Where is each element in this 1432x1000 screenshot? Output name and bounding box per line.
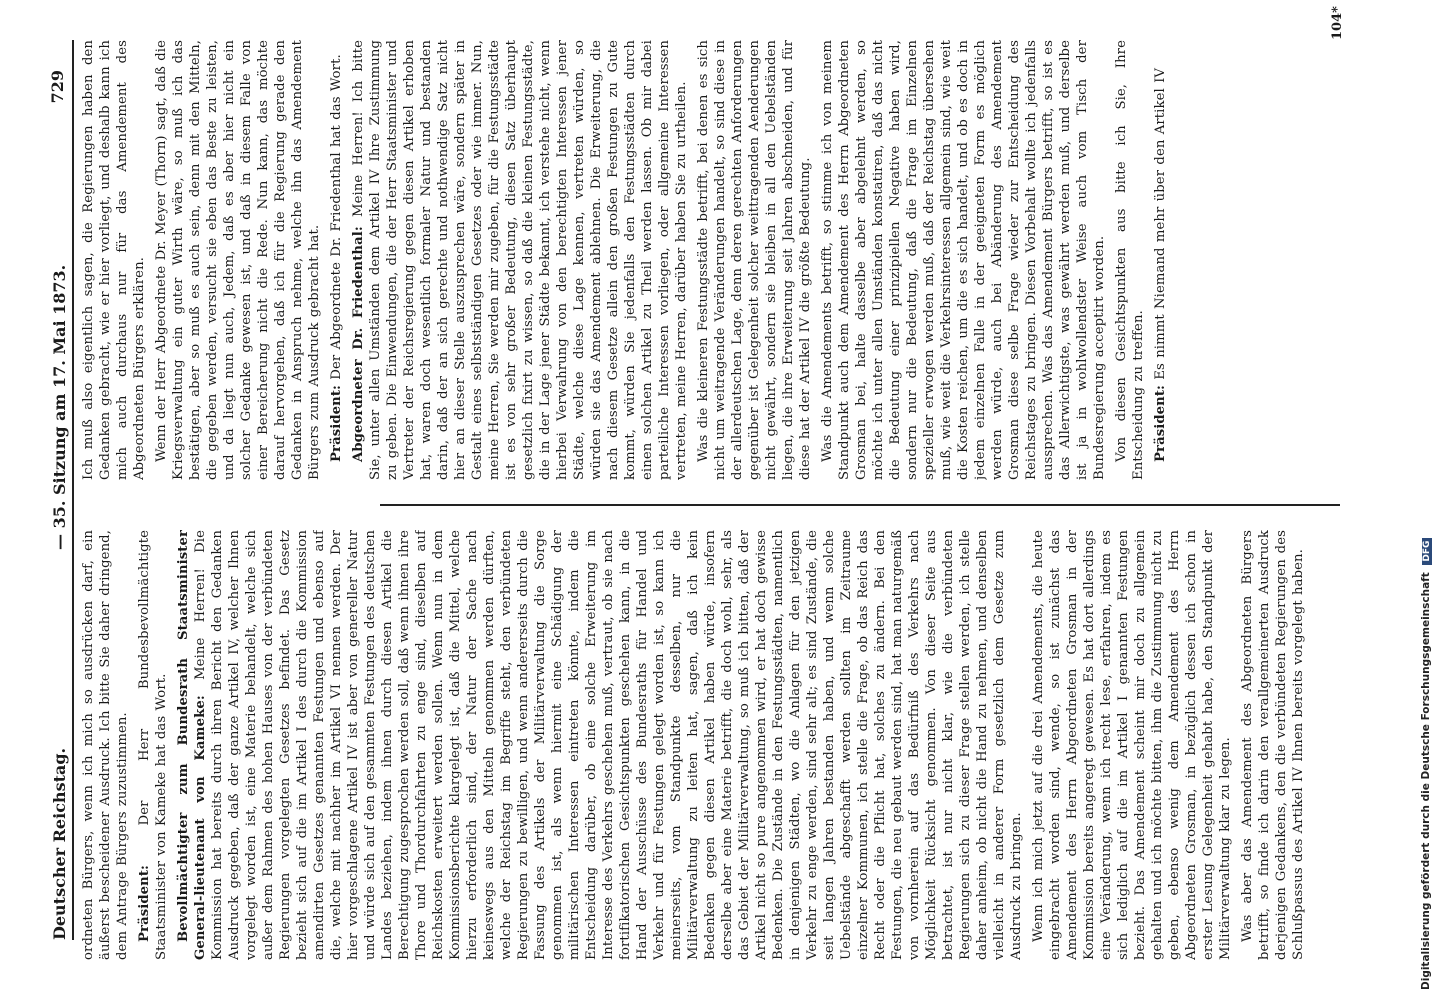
- left-paragraph: [1030, 530, 1234, 960]
- paragraph-text: Es nimmt Niemand mehr über den Artikel IV: [1153, 67, 1168, 380]
- right-paragraph: [153, 40, 323, 480]
- dfg-badge: DFG: [1422, 538, 1432, 565]
- sidebar-credit-text: Digitalisierung gefördert durch die Deutsche Forschungsgemeinschaft: [1420, 572, 1432, 990]
- left-column: [80, 530, 1340, 960]
- speaker-name: Bevollmächtigter zum Bundesrath Staatsminister General-lieutenant von Kameke:: [176, 530, 208, 960]
- header-left: Deutscher Reichstag.: [50, 747, 69, 940]
- header-sitzung: Sitzung am 17. Mai 1873.: [50, 264, 69, 496]
- paragraph-text: Der Abgeordnete Dr. Friedenthal hat das Wort.: [329, 54, 344, 380]
- right-column: [80, 40, 1340, 480]
- paragraph-text: Was aber das Amendement des Abgeordneten Bürgers betrifft, so finde ich darin den verallgemeinerten Ausdruck derjenigen Gedankens, den die verbündeten Regierungen des Schlußpassus des Artikel IV Ihnen bereits vorgelegt haben.: [1240, 530, 1306, 960]
- page-number: 729: [48, 70, 67, 104]
- right-paragraph: [350, 40, 690, 480]
- column-divider: [380, 504, 1340, 506]
- speaker-name: Präsident:: [137, 864, 152, 942]
- sidebar-credit: [1390, 30, 1432, 990]
- right-paragraph: [328, 40, 345, 480]
- header-date: [50, 265, 69, 550]
- paragraph-text: Meine Herren! Ich bitte Sie, unter allen Umständen dem Artikel IV Ihre Zustimmung zu geben. Die Einwendungen, die der Herr Staatsminister und Vertreter der Reichsregierung gegen diesen Artikel erhoben hat, waren doch wesentlich formaler Natur und bestanden darin, daß der an sich gerechte und nothwendige Satz nicht hier an dieser Stelle auszusprechen wäre, sondern später in Gestalt eines selbstständigen Gesetzes oder wie immer. Nun, meine Herren, Sie werden mir zugeben, für die Festungsstädte ist es von sehr großer Bedeutung, diesen Satz überhaupt gesetzlich fixirt zu wissen, so daß die kleinen Festungsstädte, die in der Lage jener Städte bekannt, ich verstehe nicht, wenn hierbei Verwahrung von den berechtigten Interessen jener Städte, welche diese Lage kennen, vertreten würden, so würden sie das Amendement ablehnen. Die Erweiterung, die nach diesem Gesetze allein den großen Festungen zu Gute kommt, würden Sie jedenfalls den Festungsstädten durch einen solchen Artikel zu Theil werden lassen. Ob mir dabei parteiliche Interessen vorliegen, oder allgemeine Interessen vertreten, meine Herren, darüber haben Sie zu urtheilen.: [351, 40, 689, 480]
- paragraph-text: Was die Amendements betrifft, so stimme ich von meinem Standpunkt auch dem Amendement des Herrn Abgeordneten Grosman bei, halte dasselbe aber abgelehnt werden, so möchte ich unter allen Umständen konstatiren, daß das nicht die Bedeutung einer prinzipiellen Negative haben wird, sondern nur die Bedeutung, daß die Frage im Einzelnen spezieller erwogen werden muß, daß der Reichstag übersehen muß, wie weit die Verkehrsinteressen allgemein sind, wie weit die Kosten reichen, um die es sich handelt, und ob es doch in jedem einzelnen Falle in der geeigneten Form es möglich werden würde, auch bei Abänderung des Amendement Grosman diese selbe Frage wieder zur Entscheidung des Reichstages zu bringen. Diesen Vorbehalt wollte ich jedenfalls aussprechen. Was das Amendement Bürgers betrifft, so ist es das Allerwichtigste, was gewährt werden muß, und derselbe ist ja in wohlwollendster Weise auch vom Tisch der Bundesregierung acceptirt worden.: [820, 40, 1107, 480]
- right-paragraph: [80, 40, 148, 480]
- right-paragraph: [1113, 40, 1147, 480]
- left-paragraph: [175, 530, 1025, 960]
- page-header: [40, 30, 76, 970]
- speaker-name: Präsident:: [1153, 384, 1168, 462]
- paragraph-text: Der Herr Bundesbevollmächtigte Staatsminister von Kameke hat das Wort.: [137, 530, 169, 960]
- paragraph-text: Ich muß also eigentlich sagen, die Regierungen haben den Gedanken gebracht, wie er hier vorliegt, und deshalb kann ich mich auch durchaus nur für das Amendement des Abgeordneten Bürgers erklären.: [81, 40, 147, 480]
- paragraph-text: Meine Herren! Die Kommission hat bereits durch ihren Bericht den Gedanken Ausdruck gegeben, daß der ganze Artikel IV, welcher Ihnen vorgelegt worden ist, eine Materie behandelt, welche sich außer dem Rahmen des hohen Hauses von der verbündeten Regierungen vorgelegten Gesetzes befindet. Das Gesetz bezieht sich auf die im Artikel I des durch die Kommission amendirten Gesetzes genannten Festungen und ebenso auf die, welche mit nachher im Artikel VI nennen werden. Der hier vorgeschlagene Artikel IV ist aber von genereller Natur und würde sich auf den gesammten Festungen des deutschen Landes beziehen, indem ihnen durch diesen Artikel die Berechtigung zugesprochen werden soll, daß wenn ihnen ihre Thore und Thordurchfahrten zu enge sind, dieselben auf Reichskosten erweitert werden sollen. Wenn nun in dem Kommissionsberichte klargelegt ist, daß die Mittel, welche hierzu erforderlich sind, der Natur der Sache nach keineswegs aus den Mitteln genommen werden dürften, welche der Reichstag im Begriffe steht, den verbündeten Regierungen zu bewilligen, und wenn andererseits durch die Fassung des Artikels der Militärverwaltung die Sorge genommen ist, als wenn hiermit eine Schädigung der militärischen Interessen eintreten könnte, indem die Entscheidung darüber, ob eine solche Erweiterung im Interesse des Verkehrs geschehen muß, vertraut, ob sie nach fortifikatorischen Gesichtspunkten geschehen kann, in die Hand der Ausschüsse des Bundesraths für Handel und Verkehr und für Festungen gelegt worden ist, so kann ich meinerseits, vom Standpunkte desselben, nur die Militärverwaltung zu leiten hat, sagen, daß ich kein Bedenken gegen diesen Artikel haben würde, insofern derselbe aber eine Materie betrifft, die doch wohl, sehr, als das Gebiet der Militärverwaltung, so muß ich bitten, daß der Artikel nicht so pure angenommen wird, er hat doch gewisse Bedenken. Die Zustände in den Festungsstädten, namentlich in denjenigen Städten, wo die Anlagen für den jetzigen Verkehr zu enge werden, sind sehr alt; es sind Zustände, die seit langen Jahren bestanden haben, und wenn solche Uebelstände abgeschafft werden sollten im Zeitraume einzelner Kommunen, ich stelle die Frage, ob das Reich das Recht oder die Pflicht hat, solches zu ändern. Bei den Festungen, die neu gebaut werden sind, hat man naturgemäß von vornherein auf das Bedürfniß des Verkehrs nach Möglichkeit Rücksicht genommen. Von dieser Seite aus betrachtet, ist nur nicht klar, wie die verbündeten Regierungen sich zu dieser Frage stellen werden, ich stelle daher anheim, ob nicht die Hand zu nehmen, und denselben vielleicht in anderer Form gesetzlich dem Gesetze zum Ausdruck zu bringen.: [193, 530, 1024, 960]
- paragraph-text: ordneten Bürgers, wenn ich mich so ausdrücken darf, ein äußerst bescheidener Ausdruck. Ich bitte Sie daher dringend, dem Antrage Bürgers zuzustimmen.: [81, 530, 130, 960]
- paragraph-text: Wenn ich mich jetzt auf die drei Amendements, die heute eingebracht worden sind, wende, so ist zunächst das Amendement des Herrn Abgeordneten Grosman in der Kommission bereits angeregt gewesen. Es hat dort allerdings eine Veränderung, wenn ich recht lese, erfahren, indem es sich lediglich auf die im Artikel I genannten Festungen bezieht. Das Amendement scheint mir doch zu allgemein gehalten und ich möchte bitten, ihm die Zustimmung nicht zu geben, ebenso wenig dem Amendement des Herrn Abgeordneten Grosman, in bezüglich dessen ich schon in erster Lesung Gelegenheit gehabt habe, den Standpunkt der Militärverwaltung klar zu legen.: [1031, 530, 1233, 960]
- paragraph-text: Was die kleineren Festungsstädte betrifft, bei denen es sich nicht um weitragende Veränderungen handelt, so sind diese in der allerdeutschen Lage, denn deren gerechten Anforderungen gegenüber ist Gelegenheit solcher weittragenden Aenderungen nicht gewährt, sondern sie bleiben in all den Uebelständen liegen, die ihre Erweiterung seit Jahren abschneiden, und für diese hat der Artikel IV die größte Bedeutung.: [696, 40, 813, 480]
- paragraph-text: Von diesen Gesichtspunkten aus bitte ich Sie, Ihre Entscheidung zu treffen.: [1114, 40, 1146, 480]
- right-paragraph: [819, 40, 1108, 480]
- speaker-name: Abgeordneter Dr. Friedenthal:: [351, 226, 366, 462]
- speaker-name: Präsident:: [329, 384, 344, 462]
- left-paragraph: [1239, 530, 1307, 960]
- header-rule: [72, 40, 74, 940]
- right-paragraph: [695, 40, 814, 480]
- left-paragraph: [136, 530, 170, 960]
- signature-mark: 104*: [1330, 6, 1345, 40]
- left-paragraph: [80, 530, 131, 960]
- right-paragraph: [1152, 40, 1169, 480]
- paragraph-text: Wenn der Herr Abgeordnete Dr. Meyer (Thorn) sagt, daß die Kriegsverwaltung ein guter Wirth wäre, so muß ich das bestätigen, aber so muß es auch sein, denn mit den Mitteln, die gegeben werden, versucht sie eben das Beste zu leisten, und da liegt nun auch, Jedem, daß es aber hier nicht ein solcher Gedanke gewesen ist, und daß in diesem Falle von einer Bereicherung nicht die Rede. Nun kann, das möchte darauf hervorgehen, daß ich für die Regierung gerade den Gedanken in Anspruch nehme, welche ihn das Amendement Bürgers zum Ausdruck gebracht hat.: [154, 40, 322, 480]
- header-session: — 35.: [50, 500, 69, 550]
